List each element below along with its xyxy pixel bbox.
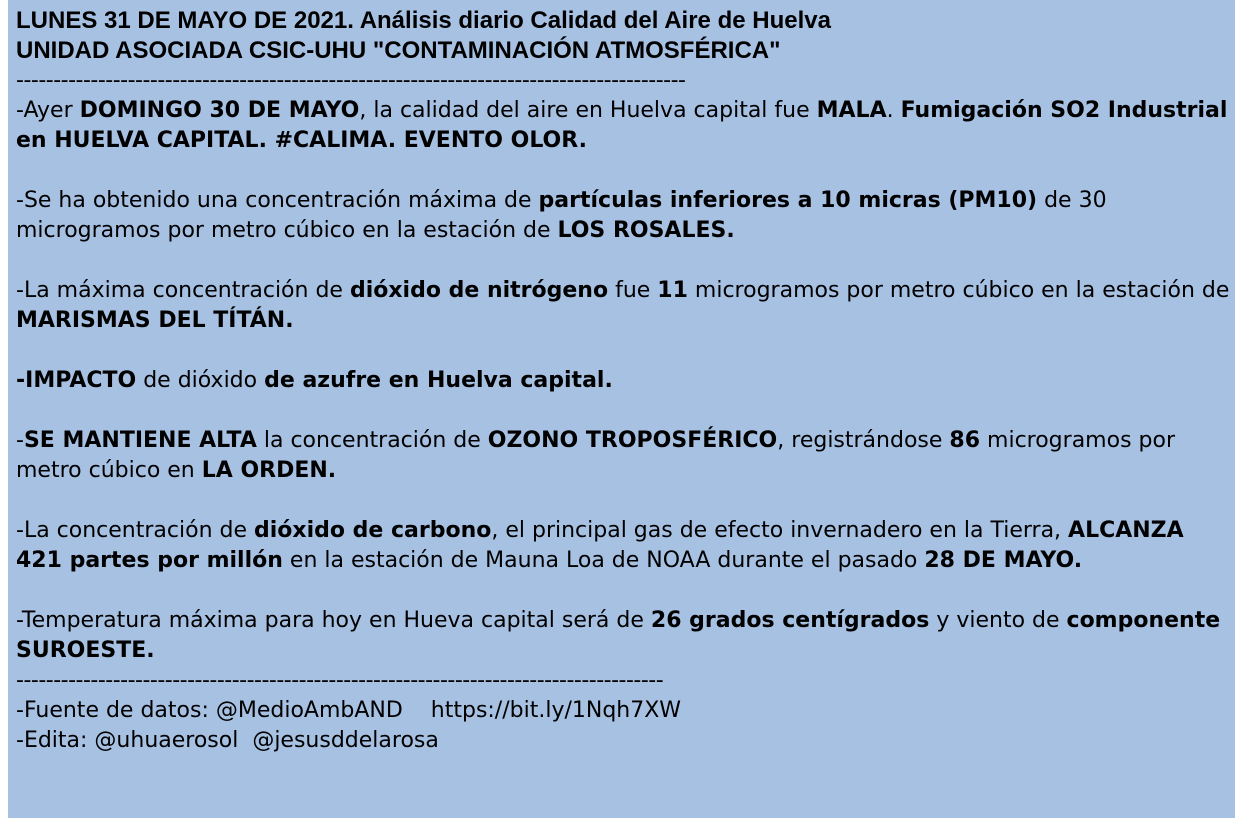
bold-text: MALA (816, 98, 887, 123)
text: y viento de (929, 608, 1067, 633)
paragraph-pm10 (16, 186, 1235, 246)
bold-text: LA ORDEN. (201, 458, 337, 483)
bold-text: 26 grados centígrados (650, 608, 930, 633)
text: , registrándose (777, 428, 950, 453)
bold-text: MARISMAS DEL TÍTÁN. (16, 308, 294, 333)
text: de 30 microgramos por metro cúbico en la estación de (16, 188, 1107, 243)
divider-top: ------------------------------------------------------------------------------------------ (16, 68, 686, 93)
paragraph-so2 (16, 366, 1235, 396)
text: -Ayer (16, 98, 80, 123)
bold-text: dióxido de nitrógeno (349, 278, 609, 303)
text: fue (608, 278, 658, 303)
paragraph-temperature (16, 606, 1235, 666)
bold-text: OZONO TROPOSFÉRICO (487, 428, 778, 453)
paragraph-no2 (16, 276, 1235, 336)
bold-text: 86 (949, 428, 981, 453)
bold-text: DOMINGO 30 DE MAYO (79, 98, 360, 123)
text: en la estación de Mauna Loa de NOAA durante el pasado (282, 548, 925, 573)
bold-text: 11 (657, 278, 688, 303)
text: , la calidad del aire en Huelva capital fue (359, 98, 817, 123)
text: -La máxima concentración de (16, 278, 350, 303)
air-quality-report-panel (8, 0, 1235, 818)
text: -Temperatura máxima para hoy en Hueva capital será de (16, 608, 651, 633)
paragraph-co2 (16, 516, 1235, 576)
text: , el principal gas de efecto invernadero en la Tierra, (491, 518, 1069, 543)
text: microgramos por metro cúbico en la estación de (687, 278, 1230, 303)
data-source-line: -Fuente de datos: @MedioAmbAND https://bit.ly/1Nqh7XW (16, 698, 682, 723)
editor-line: -Edita: @uhuaerosol @jesusddelarosa (16, 728, 439, 753)
bold-text: -IMPACTO (16, 368, 137, 393)
text: de dióxido (136, 368, 265, 393)
bold-text: dióxido de carbono (254, 518, 492, 543)
text: . (886, 98, 901, 123)
divider-bottom: --------------------------------------------------------------------------------------- (16, 668, 664, 693)
bold-text: SE MANTIENE ALTA (23, 428, 257, 453)
report-unit-title: UNIDAD ASOCIADA CSIC-UHU "CONTAMINACIÓN ATMOSFÉRICA" (16, 37, 781, 64)
text: microgramos por metro cúbico en (16, 428, 1175, 483)
bold-text: Fumigación SO2 Industrial en HUELVA CAPITAL. #CALIMA. EVENTO OLOR. (16, 98, 1228, 153)
bold-text: partículas inferiores a 10 micras (PM10) (538, 188, 1038, 213)
bold-text: componente SUROESTE. (16, 608, 1221, 663)
text: -La concentración de (16, 518, 254, 543)
bold-text: ALCANZA 421 partes por millón (16, 518, 1184, 573)
text: -Se ha obtenido una concentración máxima de (16, 188, 539, 213)
text: la concentración de (256, 428, 488, 453)
bold-text: de azufre en Huelva capital. (264, 368, 613, 393)
paragraph-ozone (16, 426, 1235, 486)
text: - (16, 428, 24, 453)
paragraph-yesterday-quality (16, 96, 1235, 156)
bold-text: 28 DE MAYO. (924, 548, 1083, 573)
report-title: LUNES 31 DE MAYO DE 2021. Análisis diario Calidad del Aire de Huelva (16, 7, 831, 34)
bold-text: LOS ROSALES. (557, 218, 735, 243)
